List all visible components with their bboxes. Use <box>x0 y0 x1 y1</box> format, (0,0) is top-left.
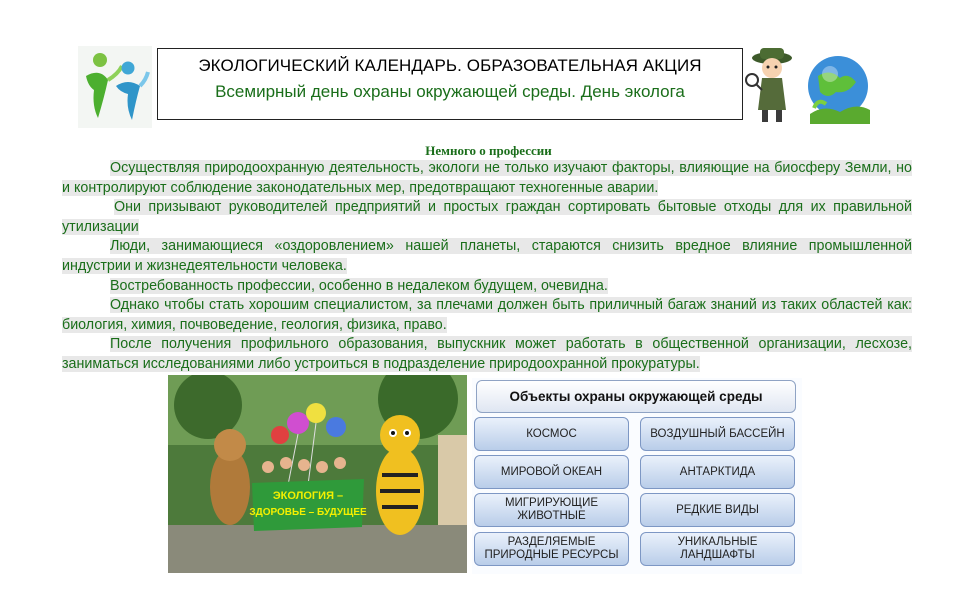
diagram-cell: УНИКАЛЬНЫЕ ЛАНДШАФТЫ <box>640 532 795 566</box>
paragraph: Люди, занимающиеся «оздоровлением» нашей планеты, стараются снизить вредное влияние промышленной индустрии и жизнедеятельности человека. <box>62 238 912 274</box>
explorer-globe-illustration <box>744 44 874 126</box>
paragraph: После получения профильного образования, выпускник может работать в общественной организации, лесхозе, заниматься исследованиями либо устроиться в подразделение природоохранной прокуратуры. <box>62 336 912 372</box>
diagram-cell: РЕДКИЕ ВИДЫ <box>640 493 795 527</box>
paragraph: Однако чтобы стать хорошим специалистом, за плечами должен быть приличный багаж знаний из таких областей как: биология, химия, почвоведение, геология, физика, право. <box>62 297 912 333</box>
paragraph: Они призывают руководителей предприятий и простых граждан сортировать бытовые отходы для их правильной утилизации <box>62 199 912 235</box>
diagram-cell: АНТАРКТИДА <box>640 455 795 489</box>
diagram-cell: МИГРИРУЮЩИЕ ЖИВОТНЫЕ <box>474 493 629 527</box>
title-box <box>157 48 743 120</box>
eco-figures-logo <box>78 46 152 128</box>
diagram-cell: КОСМОС <box>474 417 629 451</box>
diagram-title: Объекты охраны окружающей среды <box>476 380 796 413</box>
diagram-cell: РАЗДЕЛЯЕМЫЕ ПРИРОДНЫЕ РЕСУРСЫ <box>474 532 629 566</box>
svg-text:ЗДОРОВЬЕ – БУДУЩЕЕ: ЗДОРОВЬЕ – БУДУЩЕЕ <box>249 507 367 518</box>
protection-objects-diagram <box>472 378 802 574</box>
diagram-cell: ВОЗДУШНЫЙ БАССЕЙН <box>640 417 795 451</box>
eco-parade-photo <box>168 375 467 573</box>
paragraph: Востребованность профессии, особенно в недалеком будущем, очевидна. <box>110 277 608 294</box>
svg-text:ЭКОЛОГИЯ –: ЭКОЛОГИЯ – <box>272 490 344 502</box>
article-text <box>62 159 912 375</box>
paragraph: Осуществляя природоохранную деятельность, экологи не только изучают факторы, влияющие на биосферу Земли, но и контролируют соблюдение законодательных мер, предотвращают техногенные аварии. <box>62 160 912 196</box>
section-subheading: Немного о профессии <box>425 143 552 158</box>
title-line-2: Всемирный день охраны окружающей среды. День эколога <box>215 82 685 101</box>
title-line-1: ЭКОЛОГИЧЕСКИЙ КАЛЕНДАРЬ. ОБРАЗОВАТЕЛЬНАЯ АКЦИЯ <box>198 56 702 75</box>
diagram-cell: МИРОВОЙ ОКЕАН <box>474 455 629 489</box>
